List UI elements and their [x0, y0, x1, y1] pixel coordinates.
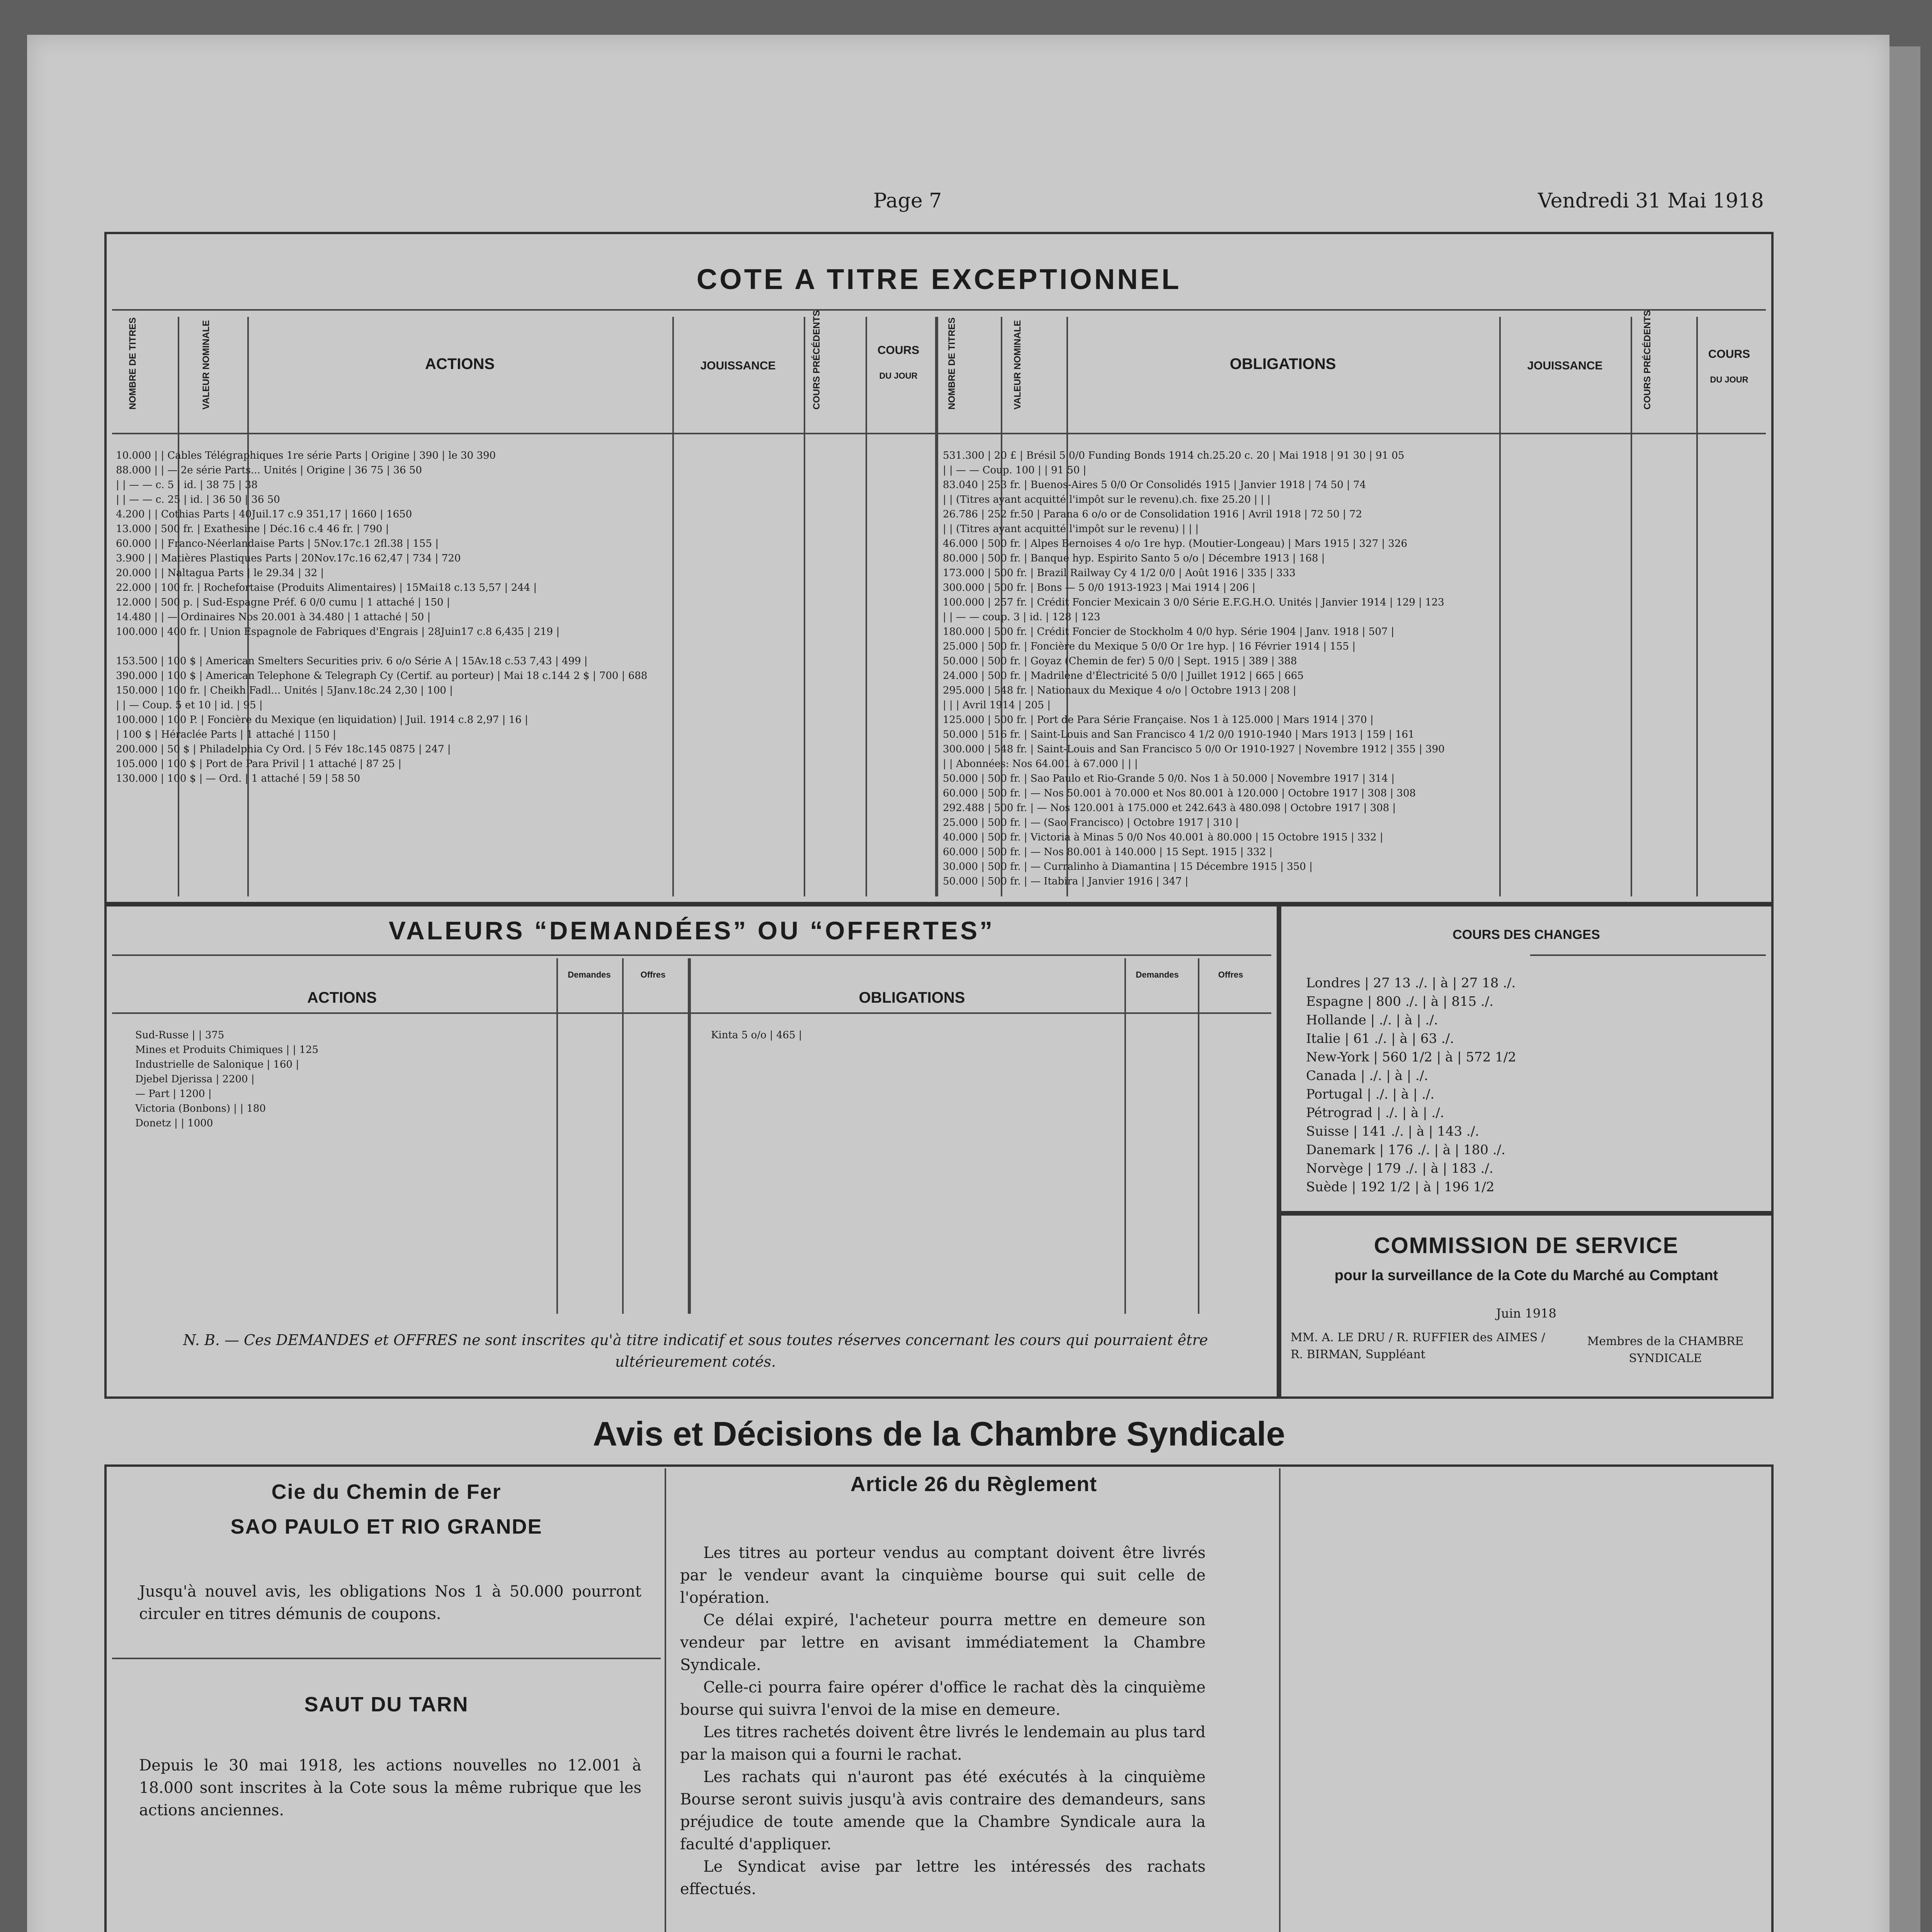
table-row: Sud-Russe | | 375 — [135, 1029, 224, 1041]
article-paragraph: Le Syndicat avise par lettre les intéressés des rachats effectués. — [680, 1858, 1206, 1898]
col-cours-oblig-label: COURS — [1708, 348, 1750, 361]
changes-rule — [1530, 954, 1766, 956]
table-row: 30.000 | 500 fr. | — Curralinho à Diamantina | 15 Décembre 1915 | 350 | — [943, 861, 1313, 872]
avis-col-divider — [665, 1468, 666, 1932]
valeurs-demandes-oblig-header: Demandes — [1136, 970, 1179, 980]
table-row: | | (Titres ayant acquitté l'impôt sur le revenu) | | | — [943, 523, 1199, 535]
table-row: 26.786 | 252 fr.50 | Parana 6 o/o or de Consolidation 1916 | Avril 1918 | 72 50 | 72 — [943, 509, 1362, 520]
article-paragraph: Celle-ci pourra faire opérer d'office le rachat dès la cinquième bourse qui suivra l'envoi de la mise en demeure. — [680, 1679, 1206, 1719]
table-row: 3.900 | | Matières Plastiques Parts | 20Nov.17c.16 62,47 | 734 | 720 — [116, 553, 461, 564]
commission-title: COMMISSION DE SERVICE — [1374, 1233, 1679, 1258]
table-row: Londres | 27 13 ./. | à | 27 18 ./. — [1306, 975, 1516, 991]
col-cours-prec-label: COURS PRÉCÉDENTS — [811, 310, 822, 410]
article-body — [680, 1542, 1206, 1900]
valeurs-note: N. B. — Ces DEMANDES et OFFRES ne sont inscrites qu'à titre indicatif et sous toutes réserves concernant les cours qui pourraient être ultérieurement cotés. — [183, 1332, 1208, 1370]
avis-block2-text: Depuis le 30 mai 1918, les actions nouvelles no 12.001 à 18.000 sont inscrites à la Cote sous la même rubrique que les actions anciennes. — [139, 1757, 641, 1819]
table-row: Portugal | ./. | à | ./. — [1306, 1087, 1435, 1102]
table-row: 83.040 | 253 fr. | Buenos-Aires 5 0/0 Or Consolidés 1915 | Janvier 1918 | 74 50 | 74 — [943, 479, 1366, 491]
table-row: | | | Avril 1914 | 205 | — [943, 699, 1051, 711]
table-row: Victoria (Bonbons) | | 180 — [135, 1103, 266, 1114]
table-row: 25.000 | 500 fr. | — (Sao Francisco) | Octobre 1917 | 310 | — [943, 817, 1239, 828]
cote-header-rule — [112, 433, 1766, 434]
table-row: 46.000 | 500 fr. | Alpes Bernoises 4 o/o 1re hyp. (Moutier-Longeau) | Mars 1915 | 327 | 326 — [943, 538, 1408, 549]
cote-title: COTE A TITRE EXCEPTIONNEL — [696, 263, 1182, 295]
table-row: | 100 $ | Héraclée Parts | 1 attaché | 1150 | — [116, 729, 336, 740]
table-row: 50.000 | 500 fr. | Goyaz (Chemin de fer) 5 0/0 | Sept. 1915 | 389 | 388 — [943, 655, 1297, 667]
table-row: 25.000 | 500 fr. | Foncière du Mexique 5 0/0 Or 1re hyp. | 16 Février 1914 | 155 | — [943, 641, 1356, 652]
valeurs-col-divider — [1124, 958, 1126, 1314]
valeurs-demandes-header: Demandes — [568, 970, 611, 980]
avis-block1-title1: Cie du Chemin de Fer — [271, 1480, 502, 1503]
col-du-jour-oblig-label: DU JOUR — [1710, 375, 1748, 384]
valeurs-offres-oblig-header: Offres — [1218, 970, 1243, 980]
commission-members: MM. A. LE DRU / R. RUFFIER des AIMES / R. BIRMAN, Suppléant — [1291, 1331, 1545, 1361]
article-paragraph: Les rachats qui n'auront pas été exécutés à la cinquième Bourse seront suivis jusqu'à avis contraire des demandeurs, sans préjudice de toute amende que la Chambre Syndicale aura la faculté d'appliquer. — [680, 1768, 1206, 1853]
table-row: 153.500 | 100 $ | American Smelters Securities priv. 6 o/o Série A | 15Av.18 c.53 7,43 | 499 | — [116, 655, 588, 667]
article-title: Article 26 du Règlement — [850, 1473, 1097, 1496]
page-number: Page 7 — [873, 189, 942, 213]
table-row: 22.000 | 100 fr. | Rochefortaise (Produits Alimentaires) | 15Mai18 c.13 5,57 | 244 | — [116, 582, 537, 594]
table-row: | | — — Coup. 100 | | 91 50 | — [943, 464, 1087, 476]
valeurs-offres-header: Offres — [640, 970, 666, 980]
valeurs-frame — [104, 904, 1279, 1399]
valeurs-title: VALEURS “DEMANDÉES” OU “OFFERTES” — [388, 916, 995, 945]
table-row: 300.000 | 548 fr. | Saint-Louis and San Francisco 5 0/0 Or 1910-1927 | Novembre 1912 | 355 | 390 — [943, 743, 1445, 755]
avis-block1-title2: SAO PAULO ET RIO GRANDE — [230, 1515, 543, 1538]
table-row: Hollande | ./. | à | ./. — [1306, 1012, 1438, 1028]
table-row: 60.000 | 500 fr. | — Nos 50.001 à 70.000 et Nos 80.001 à 120.000 | Octobre 1917 | 308 | 308 — [943, 787, 1416, 799]
table-row: Industrielle de Salonique | 160 | — [135, 1059, 299, 1070]
table-row: 105.000 | 100 $ | Port de Para Privil | 1 attaché | 87 25 | — [116, 758, 402, 770]
avis-block-rule — [112, 1658, 661, 1659]
valeurs-actions-header: ACTIONS — [307, 989, 377, 1006]
table-row: 173.000 | 500 fr. | Brazil Railway Cy 4 1/2 0/0 | Août 1916 | 335 | 333 — [943, 567, 1296, 579]
cote-obligations-list — [943, 448, 1766, 889]
col-actions-label: ACTIONS — [425, 355, 495, 372]
col-cours-label: COURS — [877, 344, 920, 357]
table-row: Suède | 192 1/2 | à | 196 1/2 — [1306, 1179, 1495, 1195]
table-row: 40.000 | 500 fr. | Victoria à Minas 5 0/0 Nos 40.001 à 80.000 | 15 Octobre 1915 | 332 | — [943, 832, 1383, 843]
table-row: Italie | 61 ./. | à | 63 ./. — [1306, 1031, 1454, 1046]
col-jouissance-label: JOUISSANCE — [700, 359, 776, 372]
table-row: | | Abonnées: Nos 64.001 à 67.000 | | | — [943, 758, 1138, 770]
table-row: 300.000 | 500 fr. | Bons — 5 0/0 1913-1923 | Mai 1914 | 206 | — [943, 582, 1255, 594]
col-cours-prec-oblig-label: COURS PRÉCÉDENTS — [1642, 310, 1653, 410]
valeurs-col-divider — [688, 958, 691, 1314]
valeurs-col-divider — [556, 958, 558, 1314]
valeurs-col-divider — [622, 958, 624, 1314]
table-row: 60.000 | 500 fr. | — Nos 80.001 à 140.000 | 15 Sept. 1915 | 332 | — [943, 846, 1273, 858]
valeurs-col-divider — [1198, 958, 1199, 1314]
commission-month: Juin 1918 — [1496, 1306, 1556, 1321]
col-jouissance-oblig-label: JOUISSANCE — [1527, 359, 1603, 372]
page-edge — [1889, 46, 1920, 1932]
table-row: 14.480 | | — Ordinaires Nos 20.001 à 34.480 | 1 attaché | 50 | — [116, 611, 431, 623]
table-row: | | — Coup. 5 et 10 | id. | 95 | — [116, 699, 263, 711]
table-row: | | — — c. 5 | id. | 38 75 | 38 — [116, 479, 258, 491]
table-row: 100.000 | 400 fr. | Union Espagnole de Fabriques d'Engrais | 28Juin17 c.8 6,435 | 219 | — [116, 626, 560, 638]
table-row: Canada | ./. | à | ./. — [1306, 1068, 1429, 1083]
table-row: 292.488 | 500 fr. | — Nos 120.001 à 175.000 et 242.643 à 480.098 | Octobre 1917 | 308 | — [943, 802, 1396, 814]
article-paragraph: Les titres au porteur vendus au comptant doivent être livrés par le vendeur avant la cinquième bourse qui suit celle de l'opération. — [680, 1544, 1206, 1607]
table-row: Mines et Produits Chimiques | | 125 — [135, 1044, 319, 1056]
cote-actions-list — [116, 448, 931, 786]
article-paragraph: Ce délai expiré, l'acheteur pourra mettre en demeure son vendeur par lettre en avisant immédiatement la Chambre Syndicale. — [680, 1611, 1206, 1674]
table-row: 13.000 | 500 fr. | Exathesine | Déc.16 c.4 46 fr. | 790 | — [116, 523, 389, 535]
avis-block1-text: Jusqu'à nouvel avis, les obligations Nos 1 à 50.000 pourront circuler en titres démunis de coupons. — [139, 1583, 641, 1623]
table-row: New-York | 560 1/2 | à | 572 1/2 — [1306, 1049, 1516, 1065]
table-row: 531.300 | 20 £ | Brésil 5 0/0 Funding Bonds 1914 ch.25.20 c. 20 | Mai 1918 | 91 30 | 91 05 — [943, 450, 1405, 461]
table-row: Suisse | 141 ./. | à | 143 ./. — [1306, 1124, 1480, 1139]
table-row: Djebel Djerissa | 2200 | — [135, 1073, 255, 1085]
table-row: Kinta 5 o/o | 465 | — [711, 1029, 802, 1041]
table-row: 12.000 | 500 p. | Sud-Espagne Préf. 6 0/0 cumu | 1 attaché | 150 | — [116, 597, 450, 608]
article-paragraph: Les titres rachetés doivent être livrés le lendemain au plus tard par la maison qui a fourni le rachat. — [680, 1723, 1206, 1764]
table-row: 295.000 | 548 fr. | Nationaux du Mexique 4 o/o | Octobre 1913 | 208 | — [943, 685, 1296, 696]
valeurs-header-rule — [112, 1012, 1271, 1014]
avis-title: Avis et Décisions de la Chambre Syndicale — [593, 1415, 1285, 1453]
table-row: — Part | 1200 | — [135, 1088, 212, 1100]
table-row: 88.000 | | — 2e série Parts... Unités | Origine | 36 75 | 36 50 — [116, 464, 422, 476]
table-row: | | — — coup. 3 | id. | 128 | 123 — [943, 611, 1100, 623]
col-du-jour-label: DU JOUR — [879, 371, 918, 381]
table-row: 150.000 | 100 fr. | Cheikh Fadl... Unités | 5Janv.18c.24 2,30 | 100 | — [116, 685, 453, 696]
avis-block2-title: SAUT DU TARN — [304, 1693, 469, 1716]
table-row: | | — — c. 25 | id. | 36 50 | 36 50 — [116, 494, 280, 505]
commission-subtitle: pour la surveillance de la Cote du Marché au Comptant — [1334, 1267, 1718, 1284]
changes-list — [1306, 974, 1750, 1196]
col-valeur-label: VALEUR NOMINALE — [201, 320, 211, 410]
table-row: | | (Titres ayant acquitté l'impôt sur le revenu).ch. fixe 25.20 | | | — [943, 494, 1271, 505]
table-row: 60.000 | | Franco-Néerlandaise Parts | 5Nov.17c.1 2fl.38 | 155 | — [116, 538, 439, 549]
col-nombre-label: NOMBRE DE TITRES — [128, 317, 138, 410]
table-row: 50.000 | 500 fr. | — Itabira | Janvier 1916 | 347 | — [943, 876, 1189, 887]
table-row: 80.000 | 500 fr. | Banque hyp. Espirito Santo 5 o/o | Décembre 1913 | 168 | — [943, 553, 1325, 564]
table-row: Pétrograd | ./. | à | ./. — [1306, 1105, 1444, 1121]
avis-col-divider — [1279, 1468, 1281, 1932]
cote-rule — [112, 309, 1766, 311]
changes-title: COURS DES CHANGES — [1452, 927, 1600, 942]
table-row: 4.200 | | Cothias Parts | 40Juil.17 c.9 351,17 | 1660 | 1650 — [116, 509, 412, 520]
table-row: 20.000 | | Naltagua Parts | le 29.34 | 32 | — [116, 567, 324, 579]
table-row: 100.000 | 257 fr. | Crédit Foncier Mexicain 3 0/0 Série E.F.G.H.O. Unités | Janvier 1914 | 129 | 123 — [943, 597, 1444, 608]
col-valeur-oblig-label: VALEUR NOMINALE — [1012, 320, 1023, 410]
table-row: 100.000 | 100 P. | Foncière du Mexique (en liquidation) | Juil. 1914 c.8 2,97 | 16 | — [116, 714, 528, 726]
table-row: Norvège | 179 ./. | à | 183 ./. — [1306, 1161, 1493, 1176]
commission-role: Membres de la CHAMBRE SYNDICALE — [1587, 1335, 1744, 1365]
table-row: 130.000 | 100 $ | — Ord. | 1 attaché | 59 | 58 50 — [116, 773, 361, 784]
page-date: Vendredi 31 Mai 1918 — [1538, 189, 1764, 213]
table-row: 390.000 | 100 $ | American Telephone & Telegraph Cy (Certif. au porteur) | Mai 18 c.144 2 $ | 700 | 688 — [116, 670, 648, 682]
table-row: 125.000 | 500 fr. | Port de Para Série Française. Nos 1 à 125.000 | Mars 1914 | 370 | — [943, 714, 1374, 726]
valeurs-rule — [112, 954, 1271, 956]
table-row: Danemark | 176 ./. | à | 180 ./. — [1306, 1142, 1505, 1158]
table-row: 50.000 | 516 fr. | Saint-Louis and San Francisco 4 1/2 0/0 1910-1940 | Mars 1913 | 159 | 161 — [943, 729, 1415, 740]
table-row: 24.000 | 500 fr. | Madrilène d'Électricité 5 0/0 | Juillet 1912 | 665 | 665 — [943, 670, 1304, 682]
valeurs-obligations-header: OBLIGATIONS — [859, 989, 965, 1006]
col-nombre-oblig-label: NOMBRE DE TITRES — [947, 317, 957, 410]
table-row: Donetz | | 1000 — [135, 1117, 213, 1129]
table-row: 200.000 | 50 $ | Philadelphia Cy Ord. | 5 Fév 18c.145 0875 | 247 | — [116, 743, 451, 755]
table-row: 50.000 | 500 fr. | Sao Paulo et Rio-Grande 5 0/0. Nos 1 à 50.000 | Novembre 1917 | 314 | — [943, 773, 1395, 784]
valeurs-obligations-list — [711, 1028, 1260, 1043]
col-obligations-label: OBLIGATIONS — [1230, 355, 1336, 372]
cote-col-divider — [935, 317, 938, 896]
valeurs-actions-list — [135, 1028, 684, 1131]
table-row: 180.000 | 500 fr. | Crédit Foncier de Stockholm 4 0/0 hyp. Série 1904 | Janv. 1918 | 507 | — [943, 626, 1395, 638]
table-row: Espagne | 800 ./. | à | 815 ./. — [1306, 994, 1494, 1009]
table-row: 10.000 | | Cables Télégraphiques 1re série Parts | Origine | 390 | le 30 390 — [116, 450, 496, 461]
